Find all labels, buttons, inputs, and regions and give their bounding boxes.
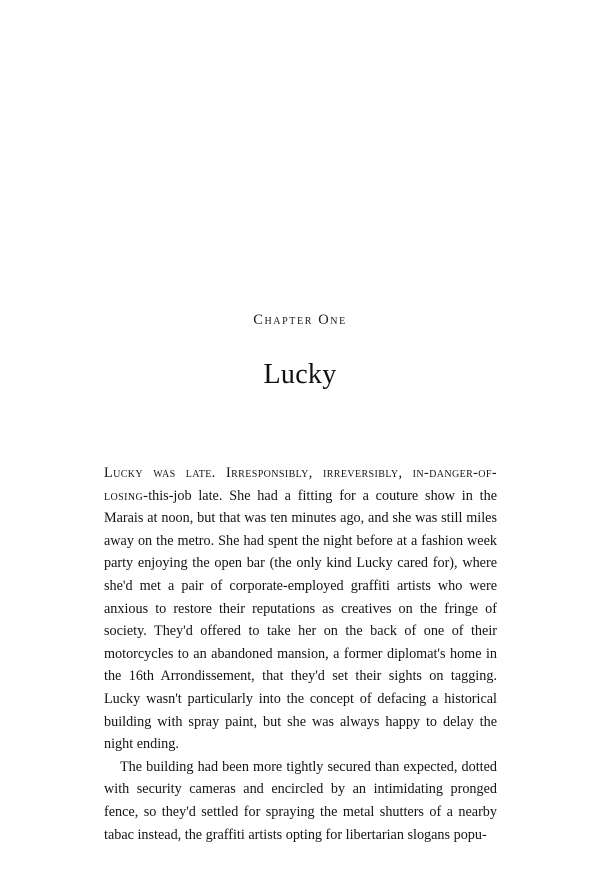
- paragraph-2: [104, 756, 497, 846]
- paragraph-1-text: this-job late. She had a fitting for a couture show in the Marais at noon, but that was ten minutes ago, and she was still miles away on the metro. She had spent the night before at a fashion week party enjoying the open bar (the only kind Lucky cared for), where she'd met a pair of corporate-employed graffiti artists who were anxious to restore their reputations as creatives on the fringe of society. They'd offered to take her on the back of one of their motorcycles to an abandoned mansion, a former diplomat's home in the 16th Arrondissement, that they'd set their sights on tagging. Lucky wasn't particularly into the concept of defacing a historical building with spray paint, but she was always happy to delay the night ending.: [104, 487, 497, 753]
- paragraph-1-opening: Lucky was late. Irresponsibly, irreversibly, in-danger-of-losing-: [104, 465, 497, 504]
- chapter-heading-block: [0, 312, 600, 410]
- body-text: [104, 462, 497, 846]
- chapter-label: Chapter One: [253, 312, 347, 328]
- paragraph-2-text: The building had been more tightly secured than expected, dotted with security cameras and encircled by an intimidating pronged fence, so they'd settled for spraying the metal shutters of a nearby tabac instead, the graffiti artists opting for libertarian slogans popu-: [104, 758, 497, 843]
- paragraph-1: [104, 462, 497, 756]
- chapter-title: Lucky: [263, 359, 337, 390]
